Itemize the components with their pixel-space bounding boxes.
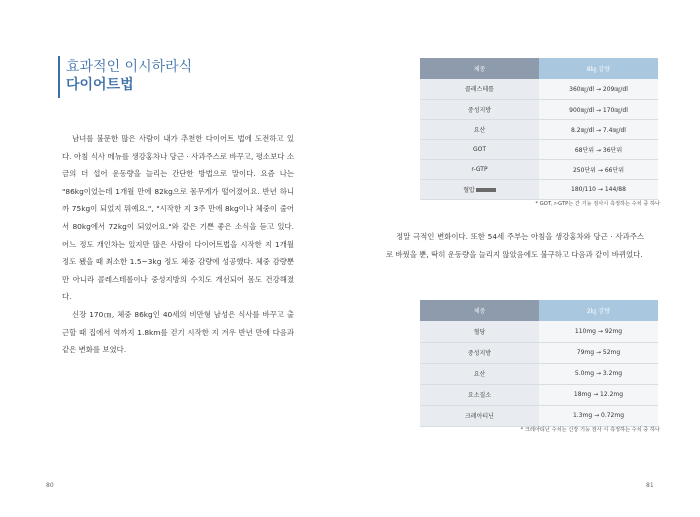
row-value: 180/110 → 144/88 <box>539 179 658 199</box>
table-row <box>420 99 658 119</box>
row-value: 18mg → 12.2mg <box>539 384 658 405</box>
row-value: 360㎎/dl → 209㎎/dl <box>539 79 658 99</box>
table-row <box>420 321 658 342</box>
right-body-text <box>386 228 644 263</box>
table2-footnote: * 크레아티닌 수치는 신장 기능 검사 시 측정하는 수치 중 하나 <box>520 427 660 433</box>
table1-footnote: * GOT, r-GTP는 간 기능 검사시 측정하는 수치 중 하나 <box>535 201 660 207</box>
page-number-right: 81 <box>646 482 654 489</box>
paragraph-3: 정말 극적인 변화이다. 또한 54세 주부는 아침을 생강홍차와 당근 · 사과주스로 바꿨을 뿐, 딱히 운동량을 늘리지 않았음에도 불구하고 다음과 같이 바뀌었다. <box>386 232 644 259</box>
paragraph-1: 남녀를 불문한 많은 사람이 내가 추천한 다이어트 법에 도전하고 있다. 아침 식사 메뉴를 생강홍차나 당근 · 사과주스로 바꾸고, 평소보다 소금의 더 섭어 운동량을 늘리는 간단한 방법으로 말이다. 요즘 나는 "86kg이었는데 1개월 만에 82kg으로 몸무게가 떨어졌어요. 반년 하니까 75kg이 되었지 뭐예요.", "시작한 지 3주 만에 8kg이나 체중이 줄어서 80kg에서 72kg이 되었어요."와 같은 기쁜 좋은 소식을 듣고 있다. 어느 정도 개인차는 있지만 많은 사람이 다이어트법을 시작한 지 1개월 정도 됐을 때 최소한 1.5~3kg 정도 체중 감량에 성공했다. 체중 감량뿐만 아니라 콜레스테롤이나 중성지방의 수치도 개선되어 몸도 건강해졌다. <box>62 134 294 302</box>
table1-header-col2: 8㎏ 감량 <box>539 58 658 79</box>
table-row <box>420 384 658 405</box>
table-row <box>420 119 658 139</box>
row-label: 요산 <box>420 119 539 139</box>
table-row <box>420 342 658 363</box>
table-row <box>420 79 658 99</box>
table2-header-col2: 2㎏ 감량 <box>539 300 658 321</box>
row-value: 68단위 → 36단위 <box>539 139 658 159</box>
row-label: 요소질소 <box>420 384 539 405</box>
row-value: 5.0mg → 3.2mg <box>539 363 658 384</box>
table-row <box>420 139 658 159</box>
row-value: 900㎎/dl → 170㎎/dl <box>539 99 658 119</box>
chapter-title-line1: 효과적인 이시하라식 <box>66 59 193 75</box>
row-label: 혈압 <box>420 179 539 199</box>
row-label: 크레아티닌 <box>420 405 539 426</box>
paragraph-2: 신장 170㎝, 체중 86kg인 40세의 비만형 남성은 식사를 바꾸고 출근할 때 집에서 역까지 1.8km를 걷기 시작한 지 겨우 반년 만에 다음과 같은 변화를 보였다. <box>62 309 294 355</box>
row-label: 콜레스테롤 <box>420 79 539 99</box>
table-row <box>420 363 658 384</box>
row-label: 요산 <box>420 363 539 384</box>
row-value: 79mg → 52mg <box>539 342 658 363</box>
results-table-2 <box>420 300 658 427</box>
row-label: r-GTP <box>420 159 539 179</box>
title-accent-bar <box>58 56 60 98</box>
table-row <box>420 159 658 179</box>
row-value: 110mg → 92mg <box>539 321 658 342</box>
results-table-1 <box>420 58 658 200</box>
row-label: 혈당 <box>420 321 539 342</box>
page-number-left: 80 <box>46 482 54 489</box>
left-body-text <box>62 130 294 359</box>
row-label: 중성지방 <box>420 342 539 363</box>
table2-header-col1: 체중 <box>420 300 539 321</box>
right-page <box>350 0 700 517</box>
row-label: GOT <box>420 139 539 159</box>
table-row <box>420 179 658 199</box>
table1-header-col1: 체중 <box>420 58 539 79</box>
row-value: 250단위 → 66단위 <box>539 159 658 179</box>
row-label: 중성지방 <box>420 99 539 119</box>
redaction-bar <box>476 188 496 192</box>
chapter-title-line2: 다이어트법 <box>66 77 134 93</box>
table-row <box>420 405 658 426</box>
row-value: 8.2㎎/dl → 7.4㎎/dl <box>539 119 658 139</box>
row-value: 1.3mg → 0.72mg <box>539 405 658 426</box>
